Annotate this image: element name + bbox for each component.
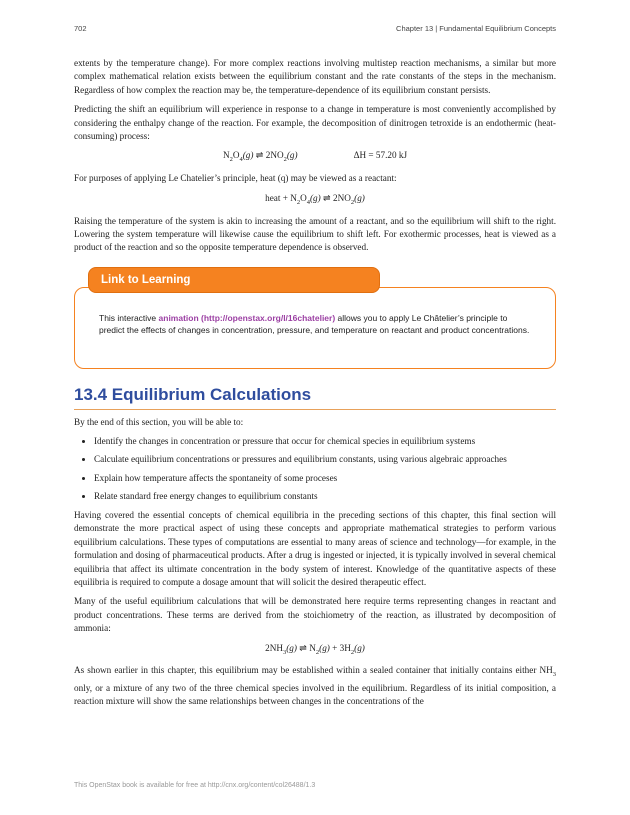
link-to-learning-body: This interactive animation (http://openstax.org/l/16chatelier) allows you to apply Le Châtelier’s principle to predict the effects of changes in concentration, pressure, and temperature on reactant and product concentrations. — [74, 287, 556, 369]
paragraph-3: For purposes of applying Le Chatelier’s principle, heat (q) may be viewed as a reactant: — [74, 173, 397, 184]
chapter-header: Chapter 13 | Fundamental Equilibrium Concepts — [396, 24, 556, 33]
animation-link[interactable]: animation (http://openstax.org/l/16chatelier) — [158, 312, 336, 323]
page-number: 702 — [74, 24, 87, 33]
paragraph-7: As shown earlier in this chapter, this equilibrium may be established within a sealed container that initially contains either $NH_3$ only, or a mixture of any two of the three chemical species involved in the equilibrium. Regardless of its initial composition, a reaction mixture will show the same relationships between changes in the concentrations of the — [74, 665, 556, 707]
paragraph-4: Raising the temperature of the system is akin to increasing the amount of a reactant, and so the equilibrium will shift to the right. Lowering the system temperature will likewise cause the equilibrium to shift left. For exothermic processes, heat is viewed as a product of the reaction and so the opposite temperature dependence is observed. — [74, 215, 556, 253]
objective-item: • Calculate equilibrium concentrations or pressures and equilibrium constants, using various algebraic approaches — [94, 453, 556, 466]
objective-item: • Explain how temperature affects the spontaneity of some proceses — [94, 472, 556, 485]
section-title: 13.4 Equilibrium Calculations — [74, 385, 556, 410]
objective-item: • Relate standard free energy changes to equilibrium constants — [94, 490, 556, 503]
objectives-intro: By the end of this section, you will be able to: — [74, 416, 244, 427]
learning-objectives — [74, 435, 556, 503]
equation-ammonia-decomposition: $2NH_3(g)$ ⇌ $N_2(g) + 3H_2(g)$ — [265, 642, 365, 656]
link-to-learning-box — [74, 267, 556, 371]
paragraph-1: extents by the temperature change). For more complex reactions involving multistep reaction mechanisms, a similar but more complex mathematical relation exists between the equilibrium constant and the rate constants of the steps in the mechanism. Regardless of how complex the reaction may be, the temperature-dependence of its equilibrium constant persists. — [74, 58, 556, 95]
paragraph-6: Many of the useful equilibrium calculations that will be demonstrated here require terms representing changes in reactant and product concentrations. These terms are derived from the stoichiometry of the reaction, as illustrated by decomposition of ammonia: — [74, 596, 556, 634]
paragraph-2: Predicting the shift an equilibrium will experience in response to a change in temperature is most conveniently accomplished by considering the enthalpy change of the reaction. For example, the decomposition of dinitrogen tetroxide is an endothermic (heat-consuming) process: — [74, 104, 556, 142]
link-to-learning-title: Link to Learning — [88, 267, 380, 293]
objective-item: • Identify the changes in concentration or pressure that occur for chemical species in equilibrium systems — [94, 435, 556, 448]
equation-heat-reactant: heat + $N_2O_4(g)$ ⇌ $2NO_2(g)$ — [265, 192, 365, 206]
footer-notice: This OpenStax book is available for free at http://cnx.org/content/col26488/1.3 — [74, 782, 316, 789]
enthalpy-label: ΔH = — [353, 150, 376, 161]
equation-n2o4-decomposition: $N_2O_4(g)$ ⇌ $2NO_2(g) \Delta H = 57.20$ kJ — [222, 150, 408, 164]
enthalpy-value: 57.20 kJ — [375, 150, 408, 161]
paragraph-5: Having covered the essential concepts of chemical equilibria in the preceding sections of this chapter, this final section will demonstrate the more practical aspect of using these concepts and appropriate mathematical strategies to perform various equilibrium calculations. These types of computations are essential to many areas of science and technology—for example, in the formulation and dosing of pharmaceutical products. After a drug is ingested or injected, it is typically involved in several chemical equilibria that affect its ultimate concentration in the body system of interest. Knowledge of the quantitative aspects of these equilibria is required to compute a dosage amount that will solicit the desired therapeutic effect. — [74, 509, 556, 587]
page-content — [74, 57, 556, 714]
